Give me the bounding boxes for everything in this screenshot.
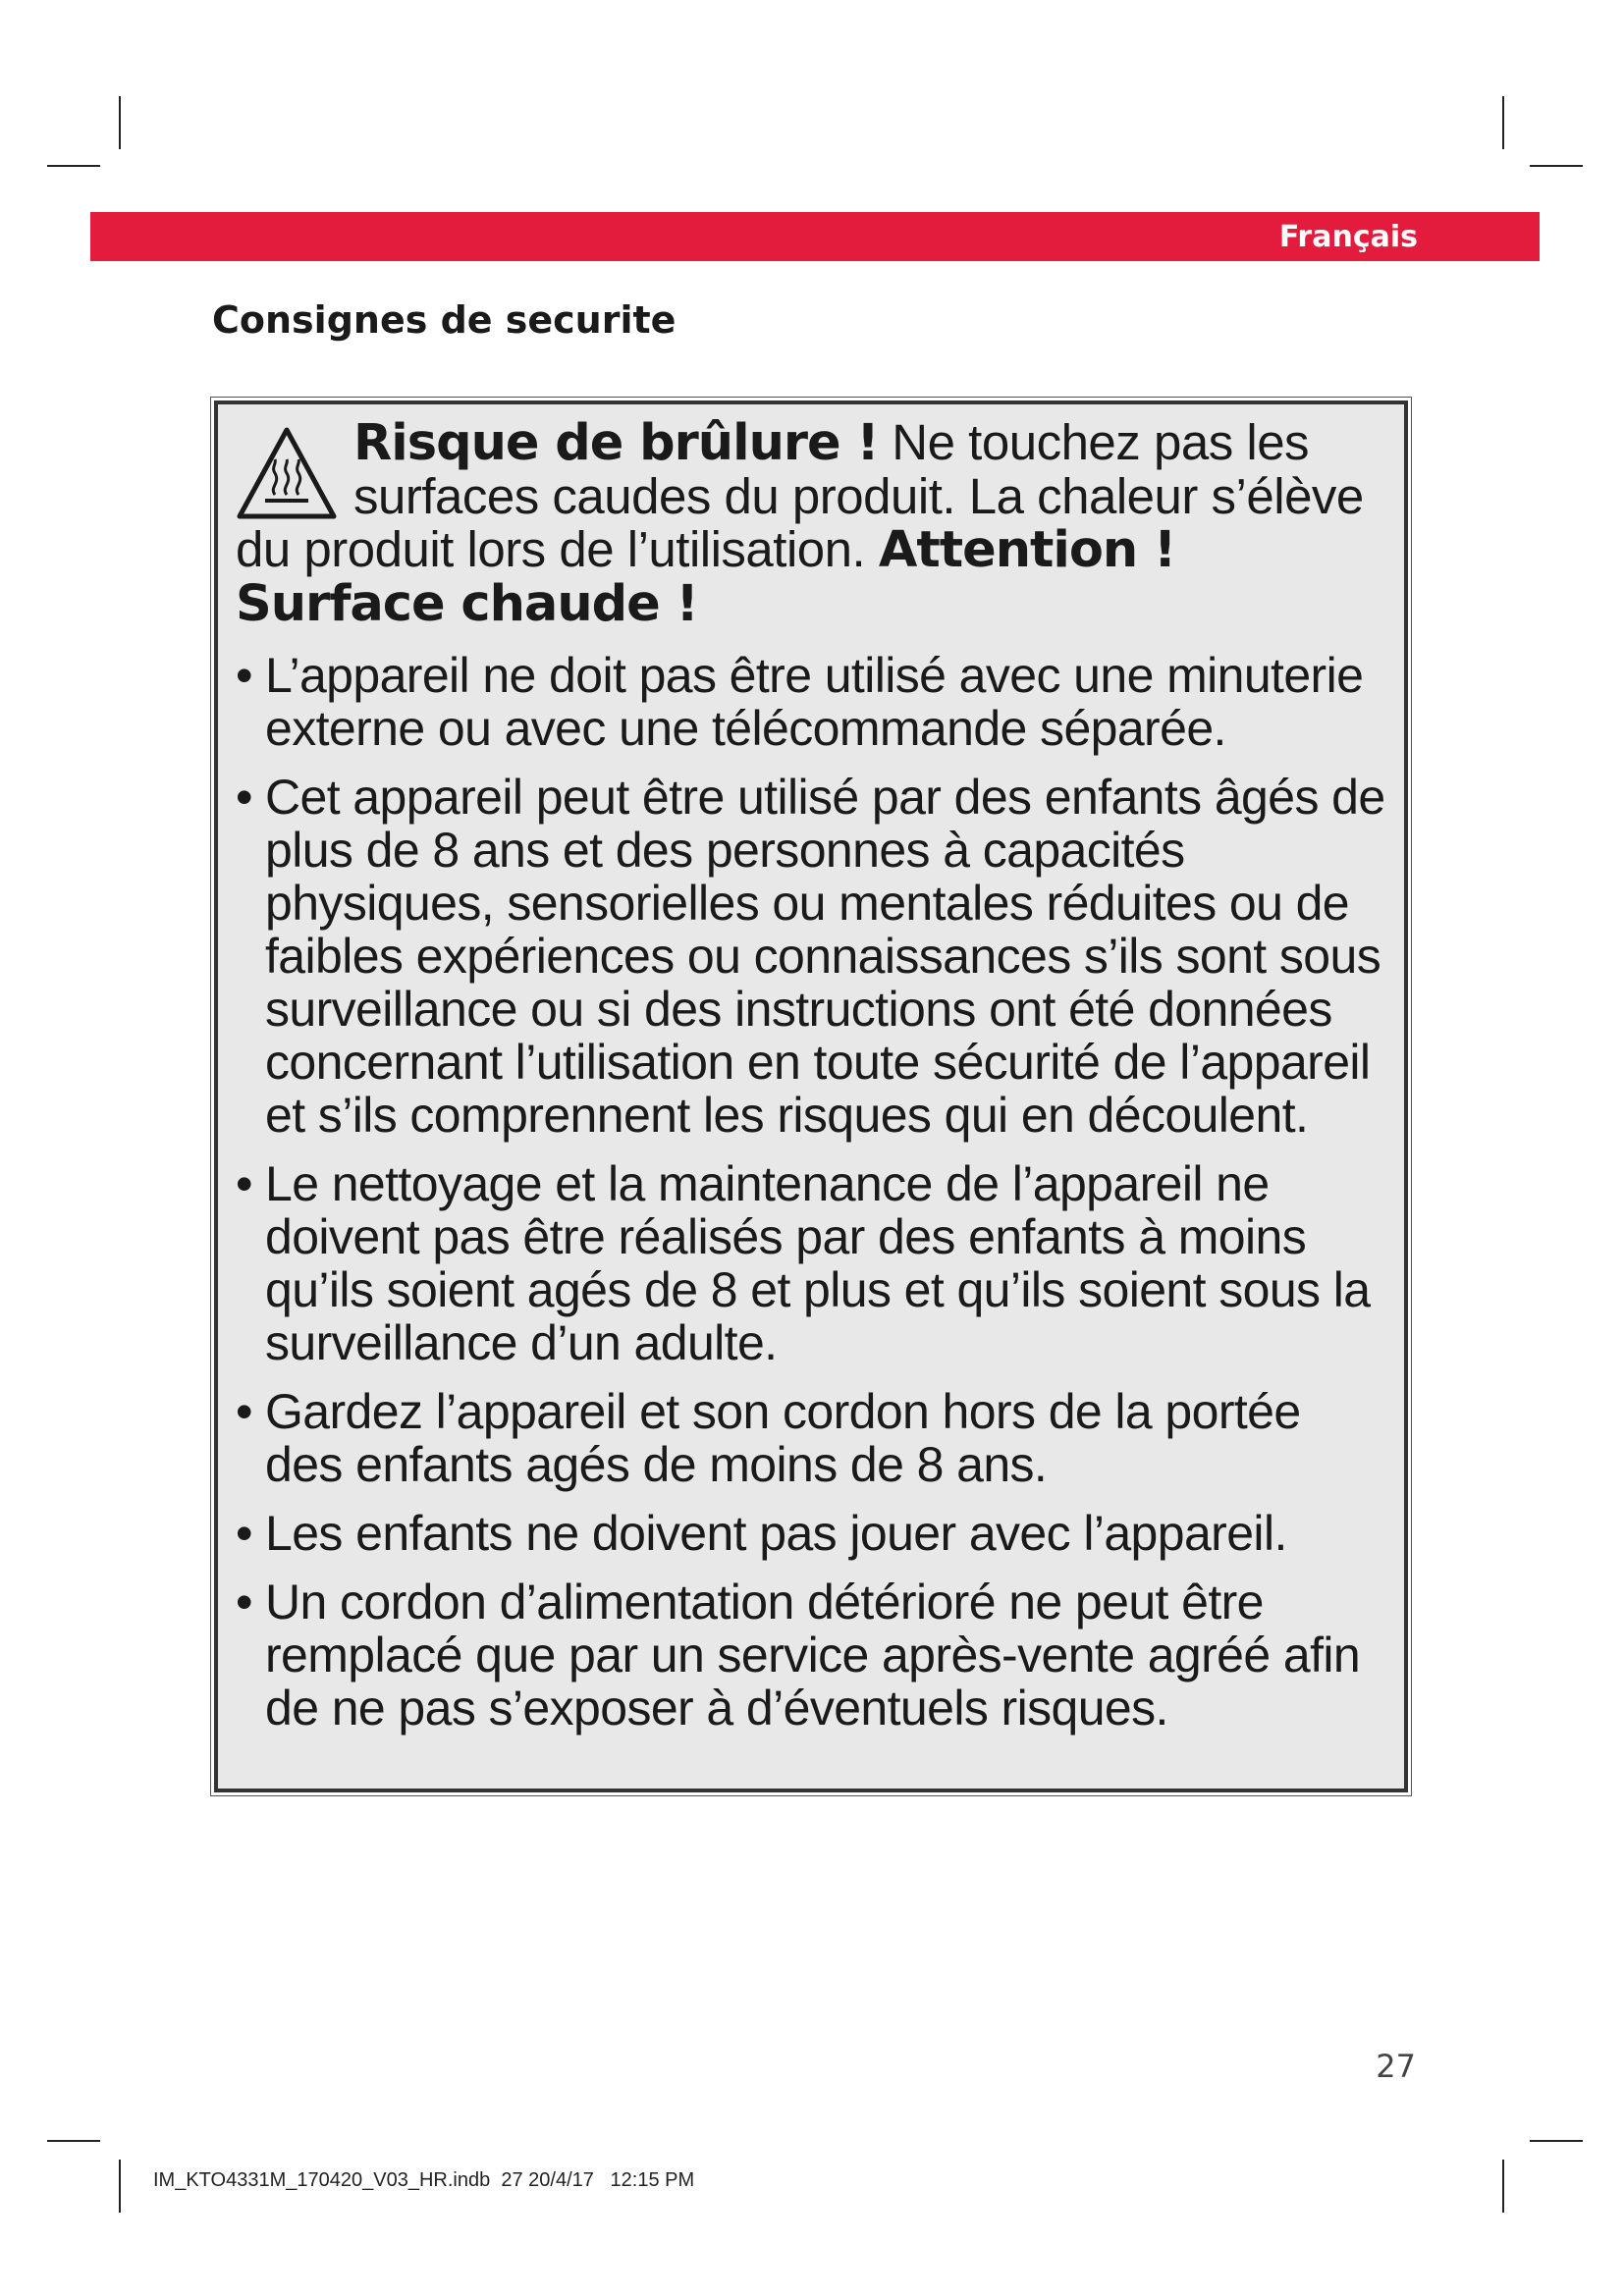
list-item: • Cet appareil peut être utilisé par des enfants âgés de plus de 8 ans et des personnes à capacités physiques, sensorielles ou mentales réduites ou de faibles expériences ou connaissances s’ils sont sous surveillance ou si des instructions ont été données concernant l’utilisation en toute sécurité de l’appareil et s’ils comprennent les risques qui en découlent.: [236, 770, 1385, 1143]
warning-heading: Risque de brûlure !: [353, 414, 879, 472]
slug-page: 27: [501, 2169, 523, 2191]
crop-mark-bottom-right-h: [1530, 2140, 1583, 2142]
slug-date: 20/4/17: [528, 2169, 594, 2191]
slug-time: 12:15 PM: [610, 2169, 695, 2191]
crop-mark-bottom-left-h: [47, 2140, 100, 2142]
list-item: • Un cordon d’alimentation détérioré ne peut être remplacé que par un service après-vente agréé afin de ne pas s’exposer à d’éventuels risques.: [236, 1575, 1361, 1735]
bullet-icon: •: [236, 1575, 252, 1629]
warning-box: [214, 400, 1408, 1792]
bullet-icon: •: [236, 1506, 252, 1561]
crop-mark-bottom-left-v: [119, 2160, 121, 2213]
print-slug: [153, 2169, 694, 2192]
hot-surface-warning-icon: [236, 426, 338, 522]
bullet-icon: •: [236, 648, 252, 703]
crop-mark-top-left-v: [119, 96, 121, 149]
language-header-bar: [90, 212, 1540, 261]
bullet-icon: •: [236, 1156, 252, 1211]
crop-mark-bottom-right-v: [1502, 2160, 1504, 2213]
crop-mark-top-right-h: [1530, 165, 1583, 167]
page-number: 27: [1376, 2048, 1416, 2085]
warning-hot-surface: Attention ! Surface chaude !: [236, 521, 1176, 633]
safety-list: [236, 649, 1386, 1735]
bullet-icon: •: [236, 1384, 252, 1439]
crop-mark-top-right-v: [1502, 96, 1504, 149]
list-item: • Le nettoyage et la maintenance de l’appareil ne doivent pas être réalisés par des enfants à moins qu’ils soient agés de 8 et plus et qu’ils soient sous la surveillance d’un adulte.: [236, 1156, 1371, 1370]
list-item: • Les enfants ne doivent pas jouer avec l’appareil.: [236, 1506, 1287, 1561]
warning-intro-text: Ne touchez pas les surfaces caudes du produit. La chaleur s’élève du produit lors de l’utilisation.: [236, 414, 1364, 577]
warning-intro: [236, 416, 1386, 631]
list-item: • L’appareil ne doit pas être utilisé avec une minuterie externe ou avec une télécommande séparée.: [236, 648, 1364, 756]
bullet-icon: •: [236, 770, 252, 825]
section-title: Consignes de securite: [212, 298, 677, 342]
crop-mark-top-left-h: [47, 165, 100, 167]
language-label: Français: [1278, 220, 1418, 254]
slug-file: IM_KTO4331M_170420_V03_HR.indb: [153, 2169, 491, 2191]
list-item: • Gardez l’appareil et son cordon hors de la portée des enfants agés de moins de 8 ans.: [236, 1384, 1301, 1492]
